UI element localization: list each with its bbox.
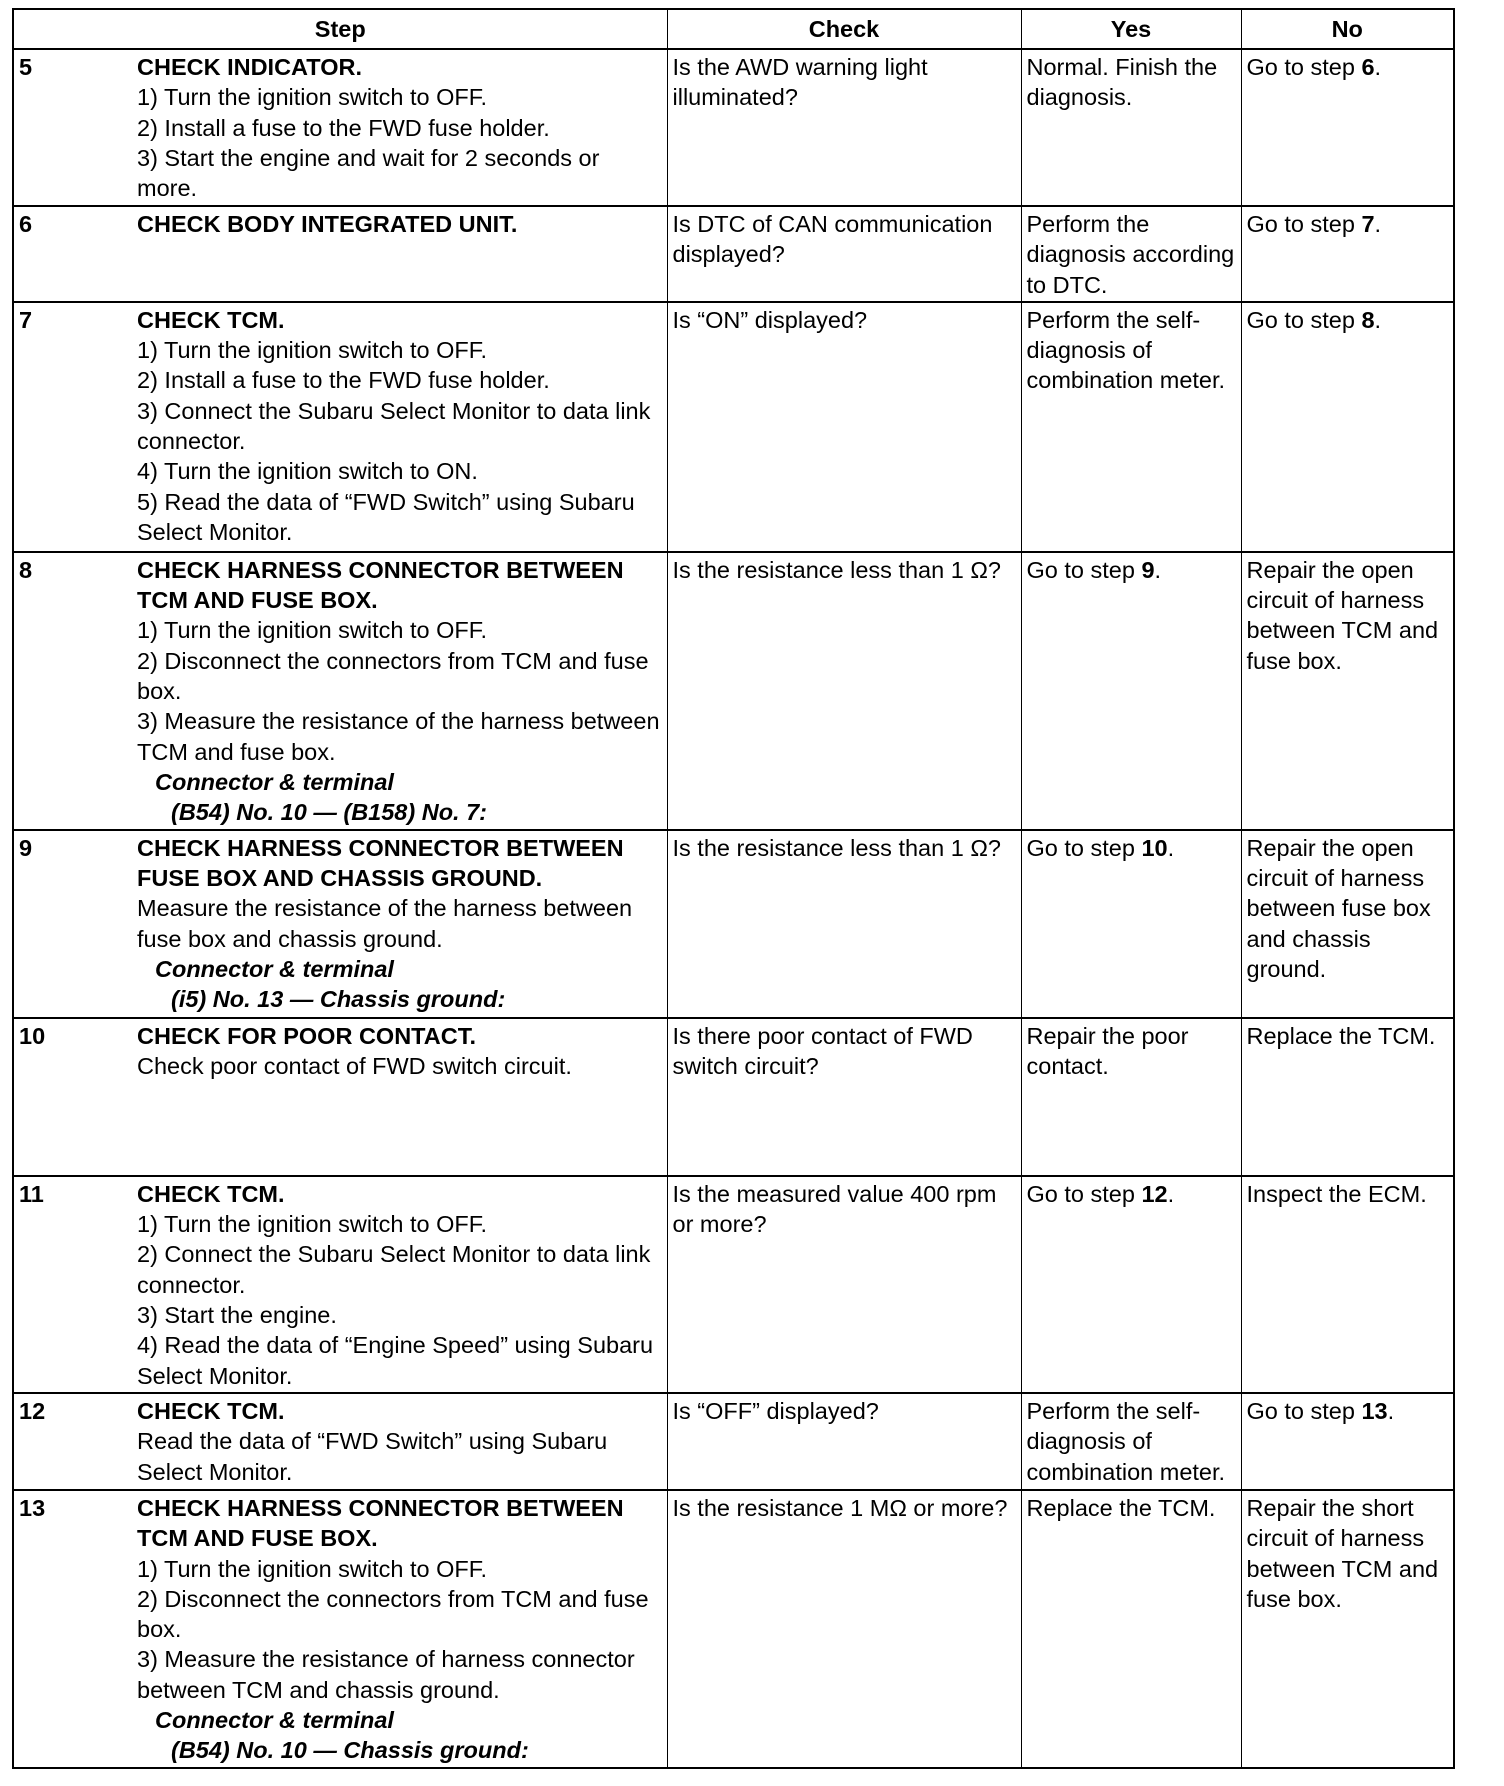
table-row	[13, 552, 1454, 830]
step-instruction: 4) Read the data of “Engine Speed” using Subaru Select Monitor.	[137, 1332, 654, 1389]
diagnosis-sheet	[12, 8, 1453, 1769]
check-cell: Is “ON” displayed?	[667, 302, 1021, 552]
step-instruction: 2) Connect the Subaru Select Monitor to data link connector.	[137, 1241, 651, 1298]
step-instruction: 5) Read the data of “FWD Switch” using Subaru Select Monitor.	[137, 488, 635, 545]
step-number: 10	[19, 1022, 46, 1049]
step-cell	[13, 1393, 667, 1490]
check-cell: Is the resistance less than 1 Ω?	[667, 552, 1021, 830]
header-step: Step	[13, 9, 667, 49]
table-row	[13, 830, 1454, 1018]
step-number: 12	[19, 1397, 46, 1424]
step-instruction: 3) Measure the resistance of the harness between TCM and fuse box.	[137, 708, 660, 765]
step-reference: 12	[1141, 1180, 1168, 1207]
no-cell: Repair the open circuit of harness between TCM and fuse box.	[1241, 552, 1454, 830]
check-cell: Is there poor contact of FWD switch circuit?	[667, 1018, 1021, 1176]
spec-label: Connector & terminal	[155, 768, 394, 795]
step-number: 7	[19, 306, 33, 333]
step-title: CHECK INDICATOR.	[137, 54, 362, 80]
step-title: CHECK HARNESS CONNECTOR BETWEEN TCM AND FUSE BOX.	[137, 1494, 624, 1552]
step-number: 11	[19, 1180, 44, 1207]
yes-cell: Perform the self-diagnosis of combination meter.	[1021, 302, 1241, 552]
yes-cell: Perform the self-diagnosis of combination meter.	[1021, 1393, 1241, 1490]
no-text-end: .	[1374, 306, 1382, 333]
check-cell: Is the resistance less than 1 Ω?	[667, 830, 1021, 1018]
step-reference: 8	[1361, 306, 1375, 333]
step-instruction: 2) Disconnect the connectors from TCM and fuse box.	[137, 1585, 649, 1643]
check-cell: Is the AWD warning light illuminated?	[667, 49, 1021, 206]
step-cell	[13, 1490, 667, 1768]
step-number: 6	[19, 211, 33, 237]
yes-text: Go to step	[1026, 556, 1142, 583]
table-row	[13, 1490, 1454, 1768]
check-cell: Is the resistance 1 MΩ or more?	[667, 1490, 1021, 1768]
step-cell	[13, 830, 667, 1018]
yes-text-end: .	[1167, 1180, 1175, 1207]
step-instruction: 3) Start the engine.	[137, 1302, 337, 1329]
table-row	[13, 1393, 1454, 1490]
step-cell	[13, 302, 667, 552]
header-check: Check	[667, 9, 1021, 49]
step-reference: 6	[1361, 54, 1375, 80]
no-text: Go to step	[1246, 54, 1362, 80]
spec-label: Connector & terminal	[155, 956, 394, 983]
step-instruction: 1) Turn the ignition switch to OFF.	[137, 1555, 488, 1582]
no-text: Go to step	[1246, 306, 1362, 333]
step-instruction: 3) Start the engine and wait for 2 seconds or more.	[137, 144, 600, 202]
yes-cell	[1021, 830, 1241, 1018]
yes-cell: Perform the diagnosis according to DTC.	[1021, 206, 1241, 302]
step-reference: 13	[1361, 1397, 1388, 1424]
diagnosis-table	[12, 8, 1455, 1769]
yes-cell: Normal. Finish the diagnosis.	[1021, 49, 1241, 206]
step-title: CHECK HARNESS CONNECTOR BETWEEN FUSE BOX AND CHASSIS GROUND.	[137, 834, 624, 892]
no-cell: Repair the short circuit of harness between TCM and fuse box.	[1241, 1490, 1454, 1768]
check-cell: Is “OFF” displayed?	[667, 1393, 1021, 1490]
step-title: CHECK FOR POOR CONTACT.	[137, 1022, 477, 1049]
step-instruction: 2) Install a fuse to the FWD fuse holder.	[137, 367, 550, 394]
check-cell: Is DTC of CAN communication displayed?	[667, 206, 1021, 302]
step-instruction: 4) Turn the ignition switch to ON.	[137, 458, 478, 485]
header-row	[13, 9, 1454, 49]
yes-text: Go to step	[1026, 1180, 1142, 1207]
step-instruction: 1) Turn the ignition switch to OFF.	[137, 337, 488, 364]
step-title: CHECK TCM.	[137, 306, 285, 333]
no-cell: Inspect the ECM.	[1241, 1176, 1454, 1393]
no-cell	[1241, 1393, 1454, 1490]
step-number: 8	[19, 556, 33, 583]
table-row	[13, 206, 1454, 302]
step-instruction: 2) Install a fuse to the FWD fuse holder.	[137, 114, 550, 141]
step-instruction: 3) Connect the Subaru Select Monitor to data link connector.	[137, 397, 651, 455]
table-row	[13, 1176, 1454, 1393]
step-cell	[13, 1176, 667, 1393]
yes-cell	[1021, 552, 1241, 830]
no-cell	[1241, 49, 1454, 206]
table-row	[13, 49, 1454, 206]
step-cell	[13, 552, 667, 830]
yes-cell	[1021, 1176, 1241, 1393]
table-row	[13, 1018, 1454, 1176]
step-title: CHECK TCM.	[137, 1397, 285, 1424]
no-text-end: .	[1374, 211, 1382, 237]
yes-cell: Replace the TCM.	[1021, 1490, 1241, 1768]
spec-value: (B54) No. 10 — (B158) No. 7:	[171, 799, 488, 826]
step-number: 5	[19, 54, 33, 80]
step-number: 9	[19, 834, 33, 861]
spec-value: (B54) No. 10 — Chassis ground:	[171, 1737, 529, 1764]
yes-text-end: .	[1154, 556, 1162, 583]
spec-value: (i5) No. 13 — Chassis ground:	[171, 986, 506, 1013]
step-instruction: 1) Turn the ignition switch to OFF.	[137, 617, 488, 644]
step-instruction: 1) Turn the ignition switch to OFF.	[137, 1211, 488, 1238]
step-instruction: 1) Turn the ignition switch to OFF.	[137, 84, 488, 111]
yes-text-end: .	[1167, 834, 1175, 861]
step-instruction: 3) Measure the resistance of harness connector between TCM and chassis ground.	[137, 1646, 635, 1703]
no-cell	[1241, 206, 1454, 302]
step-number: 13	[19, 1494, 46, 1521]
no-text-end: .	[1374, 54, 1382, 80]
step-instruction: Measure the resistance of the harness between fuse box and chassis ground.	[137, 895, 633, 952]
header-yes: Yes	[1021, 9, 1241, 49]
step-reference: 9	[1141, 556, 1155, 583]
no-text: Go to step	[1246, 211, 1362, 237]
no-cell	[1241, 302, 1454, 552]
no-text: Go to step	[1246, 1397, 1362, 1424]
no-cell: Replace the TCM.	[1241, 1018, 1454, 1176]
step-instruction: Read the data of “FWD Switch” using Subaru Select Monitor.	[137, 1428, 608, 1485]
step-reference: 7	[1361, 211, 1375, 237]
yes-cell: Repair the poor contact.	[1021, 1018, 1241, 1176]
no-cell: Repair the open circuit of harness between fuse box and chassis ground.	[1241, 830, 1454, 1018]
step-cell	[13, 49, 667, 206]
step-cell	[13, 206, 667, 302]
step-title: CHECK TCM.	[137, 1180, 285, 1207]
yes-text: Go to step	[1026, 834, 1142, 861]
step-instruction: Check poor contact of FWD switch circuit.	[137, 1053, 572, 1080]
step-reference: 10	[1141, 834, 1168, 861]
no-text-end: .	[1387, 1397, 1395, 1424]
step-title: CHECK HARNESS CONNECTOR BETWEEN TCM AND FUSE BOX.	[137, 556, 624, 614]
check-cell: Is the measured value 400 rpm or more?	[667, 1176, 1021, 1393]
header-no: No	[1241, 9, 1454, 49]
step-instruction: 2) Disconnect the connectors from TCM and fuse box.	[137, 647, 649, 705]
spec-label: Connector & terminal	[155, 1707, 394, 1734]
step-title: CHECK BODY INTEGRATED UNIT.	[137, 211, 518, 237]
step-cell	[13, 1018, 667, 1176]
table-row	[13, 302, 1454, 552]
